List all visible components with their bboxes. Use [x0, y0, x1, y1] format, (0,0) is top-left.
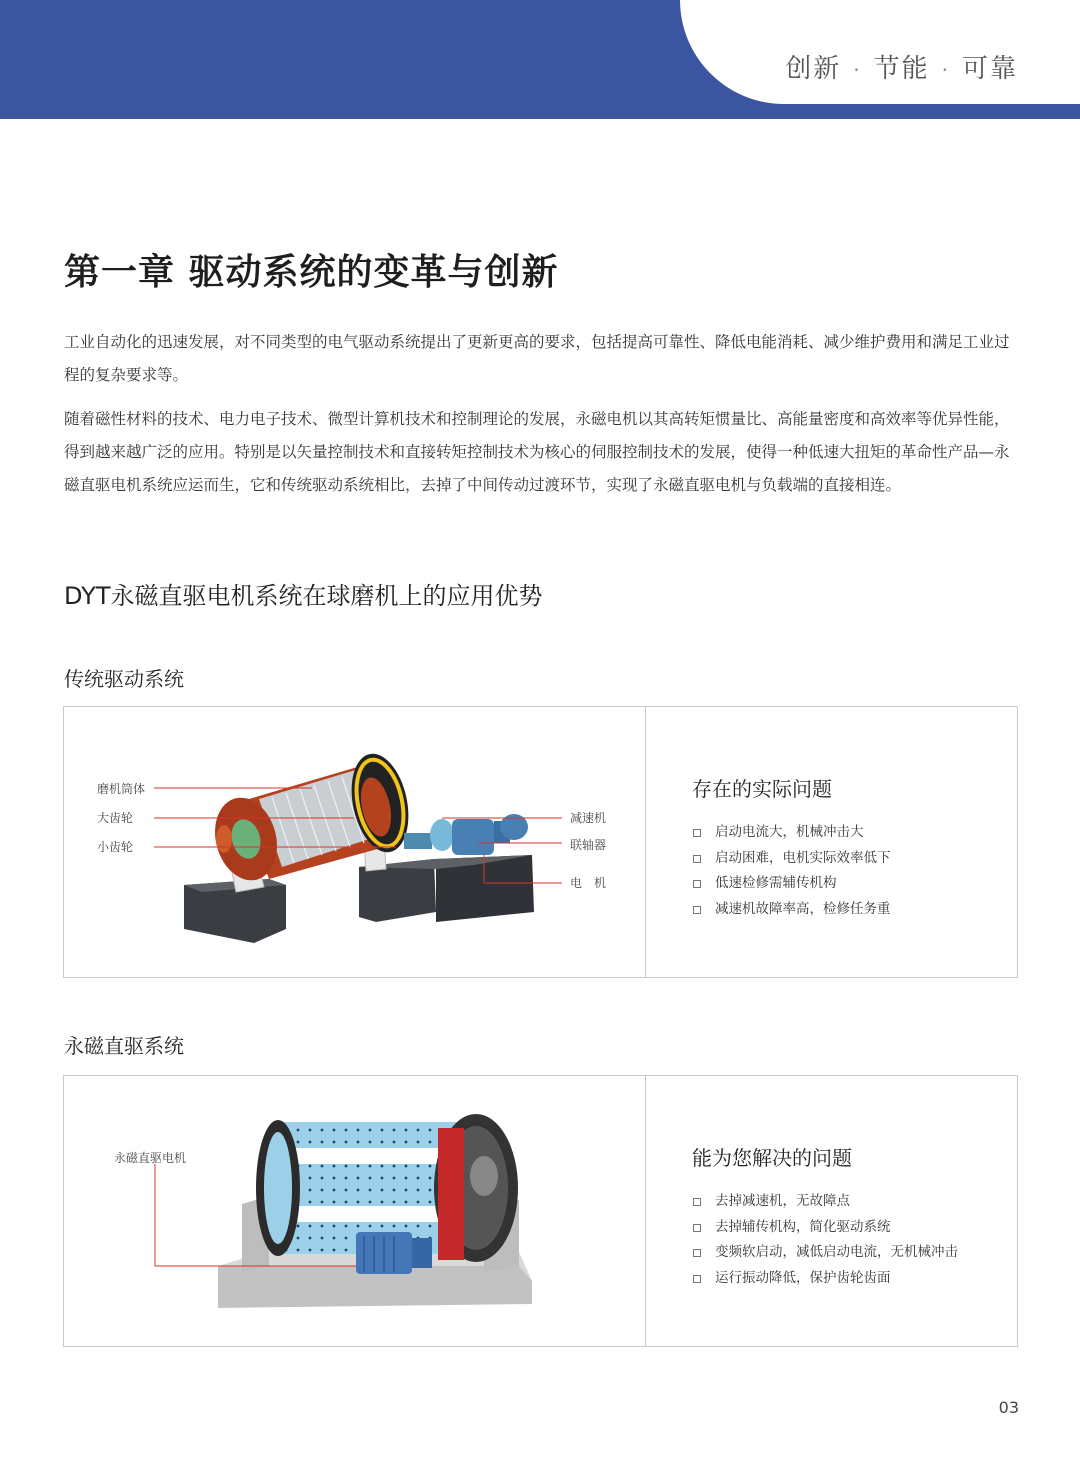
reducer-body	[452, 819, 494, 855]
solutions-list	[692, 1189, 1012, 1291]
list-item: 低速检修需辅传机构	[692, 871, 1012, 897]
page-number: 03	[998, 1398, 1019, 1417]
traditional-mill-illustration	[64, 707, 645, 977]
list-item: 变频软启动，减低启动电流，无机械冲击	[692, 1240, 1012, 1266]
feed-end	[216, 825, 232, 853]
panel-divider	[645, 707, 646, 977]
coupling-body	[430, 819, 454, 851]
list-item: 减速机故障率高，检修任务重	[692, 897, 1012, 923]
direct-drive-mill-illustration	[64, 1076, 645, 1346]
intro-paragraph-2: 随着磁性材料的技术、电力电子技术、微型计算机技术和控制理论的发展，永磁电机以其高转矩惯量比、高能量密度和高效率等优异性能，得到越来越广泛的应用。特别是以矢量控制技术和直接转矩控制技术为核心的伺服控制技术的发展，使得一种低速大扭矩的革命性产品—永磁直驱电机系统应运而生，它和传统驱动系统相比，去掉了中间传动过渡环节，实现了永磁直驱电机与负载端的直接相连。	[64, 410, 1010, 494]
gear-hub	[470, 1156, 498, 1196]
tagline-innovation: 创新	[785, 54, 842, 84]
tagline-separator: ·	[941, 58, 950, 82]
label-coupling: 联轴器	[570, 838, 607, 852]
intro-paragraph-1: 工业自动化的迅速发展，对不同类型的电气驱动系统提出了更新更高的要求，包括提高可靠性、降低电能消耗、减少维护费用和满足工业过程的复杂要求等。	[64, 333, 1010, 384]
direct-drive-panel	[63, 1075, 1018, 1347]
label-mill-cylinder: 磨机筒体	[97, 782, 146, 796]
list-item: 去掉减速机，无故障点	[692, 1189, 1012, 1215]
direct-drive-heading: 永磁直驱系统	[64, 1034, 184, 1058]
pm-motor-flange	[412, 1238, 432, 1268]
list-item: 去掉辅传机构，简化驱动系统	[692, 1215, 1012, 1241]
traditional-panel	[63, 706, 1018, 978]
panel-divider	[645, 1076, 646, 1346]
pinion-shaft	[404, 833, 432, 849]
problems-title: 存在的实际问题	[692, 777, 832, 801]
tagline	[785, 48, 1018, 85]
tagline-separator: ·	[853, 58, 862, 82]
label-reducer: 减速机	[570, 811, 607, 825]
list-item: 启动电流大，机械冲击大	[692, 820, 1012, 846]
label-big-gear: 大齿轮	[97, 811, 134, 825]
section-title: DYT永磁直驱电机系统在球磨机上的应用优势	[64, 582, 543, 610]
drum-stripe-top	[276, 1148, 456, 1164]
drum-end-left-face	[264, 1132, 292, 1244]
label-small-gear: 小齿轮	[97, 840, 134, 854]
list-item: 运行振动降低，保护齿轮齿面	[692, 1266, 1012, 1292]
tagline-reliable: 可靠	[961, 54, 1018, 84]
problems-list	[692, 820, 1012, 922]
label-pm-motor: 永磁直驱电机	[114, 1151, 187, 1165]
chapter-title: 第一章 驱动系统的变革与创新	[64, 252, 559, 293]
problems-block	[692, 773, 1012, 922]
solutions-block	[692, 1142, 1012, 1291]
list-item: 启动困难，电机实际效率低下	[692, 846, 1012, 872]
solutions-title: 能为您解决的问题	[692, 1146, 852, 1170]
drum-stripe-bottom	[276, 1206, 456, 1222]
tagline-energy-saving: 节能	[873, 54, 930, 84]
tagline-box	[680, 0, 1080, 104]
gear-flange	[438, 1128, 464, 1260]
label-motor: 电 机	[570, 876, 607, 890]
traditional-heading: 传统驱动系统	[64, 667, 184, 691]
